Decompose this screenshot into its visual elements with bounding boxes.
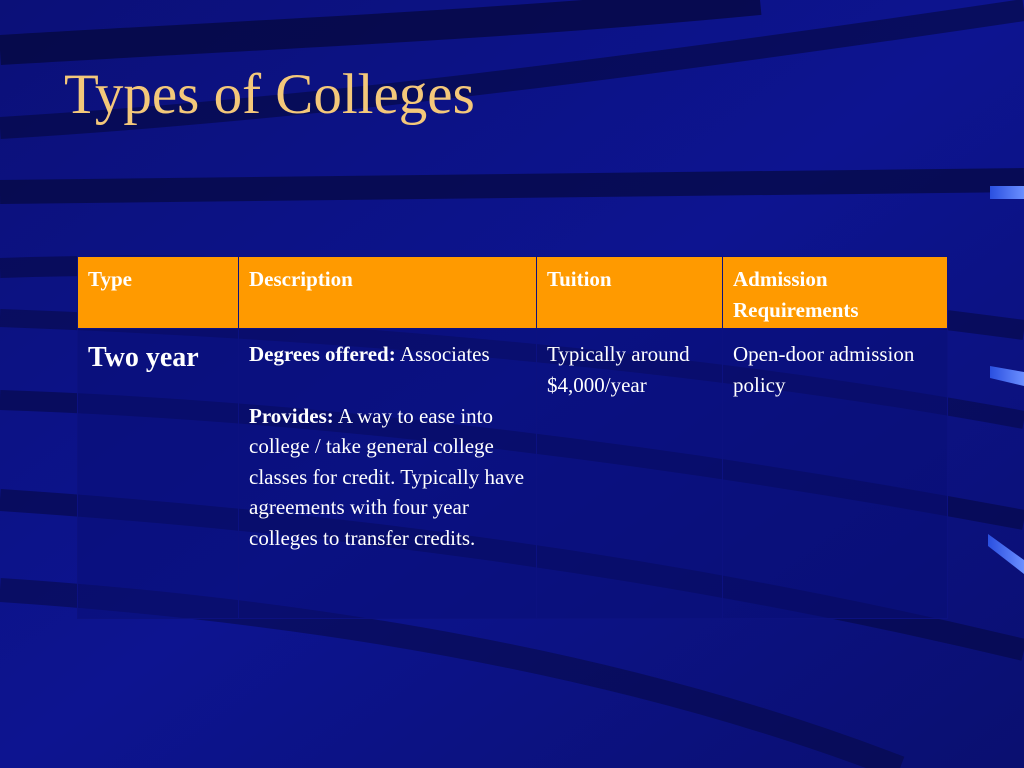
header-admission-requirements: Admission Requirements bbox=[723, 257, 948, 329]
provides-value: A way to ease into college / take general college classes for credit. Typically have agreements with four year colleges to transfer credits. bbox=[249, 403, 525, 550]
degrees-offered-label: Degrees offered: bbox=[249, 342, 396, 366]
degrees-offered-line bbox=[249, 339, 526, 370]
table-header-row bbox=[78, 257, 948, 329]
cell-tuition: Typically around $4,000/year bbox=[537, 329, 723, 619]
provides-label: Provides: bbox=[249, 403, 334, 428]
slide-title: Types of Colleges bbox=[64, 63, 475, 126]
header-tuition: Tuition bbox=[537, 257, 723, 329]
degrees-offered-value: Associates bbox=[399, 342, 490, 366]
cell-admission: Open-door admission policy bbox=[723, 329, 948, 619]
provides-line bbox=[249, 401, 526, 554]
spacer bbox=[249, 370, 526, 401]
header-description: Description bbox=[239, 257, 537, 329]
cell-description bbox=[239, 329, 537, 619]
cell-type: Two year bbox=[78, 329, 239, 619]
table-row bbox=[78, 329, 948, 619]
header-type: Type bbox=[78, 257, 239, 329]
colleges-table bbox=[77, 256, 948, 619]
